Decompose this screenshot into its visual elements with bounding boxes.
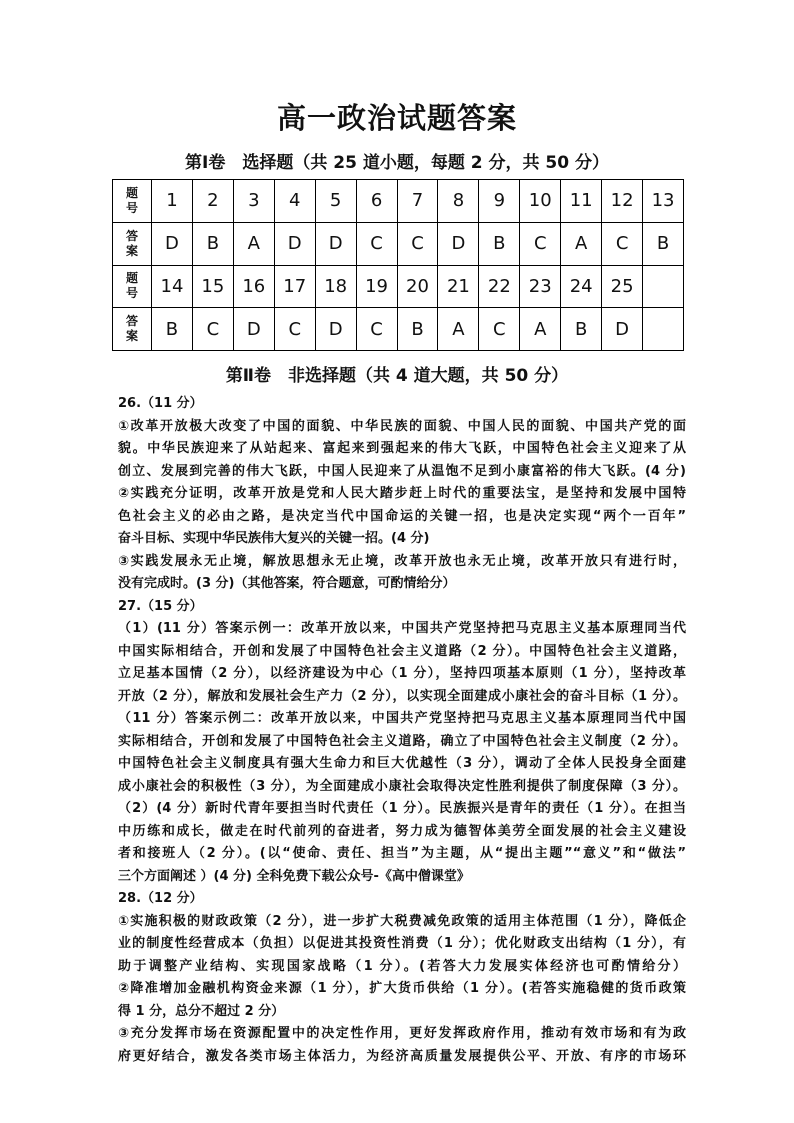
table-cell: A [233,222,274,265]
table-cell: A [520,308,561,351]
table-cell: 10 [520,180,561,223]
table-cell: C [274,308,315,351]
table-cell: C [356,308,397,351]
text-line: 没有完成时。(3 分)（其他答案，符合题意，可酌情给分） [118,576,456,591]
table-cell: B [152,308,193,351]
text-line: 开放（2 分），解放和发展社会生产力（2 分），以实现全面建成小康社会的奋斗目标（1 分）。 [118,688,686,704]
table-cell: D [315,222,356,265]
answer-table [112,179,684,351]
table-row [113,308,684,351]
table-cell: 6 [356,180,397,223]
table-cell: 20 [397,265,438,308]
text-line: 成小康社会的积极性（3 分），为全面建成小康社会取得决定性胜利提供了制度保障（3 分）。 [118,778,686,794]
text-line: 助于调整产业结构、实现国家战略（1 分）。(若答大力发展实体经济也可酌情给分） [118,958,686,974]
table-cell: C [520,222,561,265]
table-cell: C [397,222,438,265]
table-cell: 2 [192,180,233,223]
table-cell: 5 [315,180,356,223]
text-line: ①改革开放极大改变了中国的面貌、中华民族的面貌、中国人民的面貌、中国共产党的面 [118,418,686,434]
table-cell: C [479,308,520,351]
table-cell: 17 [274,265,315,308]
text-line: 奋斗目标、实现中华民族伟大复兴的关键一招。(4 分) [118,531,430,546]
text-line: ②降准增加金融机构资金来源（1 分），扩大货币供给（1 分）。(若答实施稳健的货币政策 [118,981,686,996]
table-cell: 25 [602,265,643,308]
text-line: 中国特色社会主义制度具有强大生命力和巨大优越性（3 分），调动了全体人民投身全面建 [118,756,686,771]
text-line: 者和接班人（2 分）。(以“使命、责任、担当”为主题，从“提出主题”“意义”和“做法” [118,846,686,861]
text-line: 立足基本国情（2 分），以经济建设为中心（1 分），坚持四项基本原则（1 分），坚持改革 [118,666,686,681]
table-cell: D [274,222,315,265]
table-cell: 11 [561,180,602,223]
text-line: （11 分）答案示例二：改革开放以来，中国共产党坚持把马克思主义基本原理同当代中国 [118,711,686,726]
table-cell: B [561,308,602,351]
table-cell: B [397,308,438,351]
table-cell: 12 [602,180,643,223]
table-cell: D [315,308,356,351]
table-cell: B [479,222,520,265]
table-cell: 16 [233,265,274,308]
table-row [113,180,684,223]
row-header: 答案 [113,222,152,265]
text-line: 中历练和成长，做走在时代前列的奋进者，努力成为德智体美劳全面发展的社会主义建设 [118,823,686,839]
section-1-heading: 第Ⅰ卷 选择题（共 25 道小题，每题 2 分，共 50 分） [185,153,609,173]
table-cell: 23 [520,265,561,308]
table-cell: 13 [643,180,684,223]
table-cell: B [192,222,233,265]
text-line: 三个方面阐述 ）(4 分) 全科免费下载公众号-《高中僧课堂》 [118,868,470,884]
text-line: （1）(11 分）答案示例一：改革开放以来，中国共产党坚持把马克思主义基本原理同当代 [118,621,686,636]
table-cell: 3 [233,180,274,223]
question-heading: 28.（12 分） [118,891,203,906]
table-cell: C [602,222,643,265]
text-line: 府更好结合，激发各类市场主体活力，为经济高质量发展提供公平、开放、有序的市场环 [118,1048,686,1064]
text-line: 业的制度性经营成本（负担）以促进其投资性消费（1 分）；优化财政支出结构（1 分），有 [118,936,686,951]
table-cell: 21 [438,265,479,308]
text-line: ①实施积极的财政政策（2 分），进一步扩大税费减免政策的适用主体范围（1 分），降低企 [118,913,686,929]
text-line: 得 1 分，总分不超过 2 分） [118,1003,285,1019]
table-cell: C [356,222,397,265]
table-cell [643,308,684,351]
text-line: ③充分发挥市场在资源配置中的决定性作用，更好发挥政府作用，推动有效市场和有为政 [118,1026,686,1041]
table-cell: 15 [192,265,233,308]
table-cell: D [602,308,643,351]
text-line: ③实践发展永无止境，解放思想永无止境，改革开放也永无止境，改革开放只有进行时， [118,553,686,569]
table-cell: B [643,222,684,265]
table-cell: D [233,308,274,351]
table-cell: 1 [152,180,193,223]
table-row [113,265,684,308]
page-title: 高一政治试题答案 [276,101,517,135]
row-header: 答案 [113,308,152,351]
table-cell [643,265,684,308]
text-line: 色社会主义的必由之路，是决定当代中国命运的关键一招，也是决定实现“两个一百年” [118,508,686,524]
text-line: 貌。中华民族迎来了从站起来、富起来到强起来的伟大飞跃，中国特色社会主义迎来了从 [118,441,686,456]
text-line: 实际相结合，开创和发展了中国特色社会主义道路，确立了中国特色社会主义制度（2 分）。 [118,733,686,749]
table-cell: 24 [561,265,602,308]
text-line: （2）(4 分）新时代青年要担当时代责任（1 分）。民族振兴是青年的责任（1 分）。在担当 [118,801,686,816]
table-cell: 19 [356,265,397,308]
question-heading: 27.（15 分） [118,598,203,614]
text-line: 创立、发展到完善的伟大飞跃，中国人民迎来了从温饱不足到小康富裕的伟大飞跃。(4 分) [118,463,686,479]
text-line: ②实践充分证明，改革开放是党和人民大踏步赶上时代的重要法宝，是坚持和发展中国特 [118,486,686,501]
section-2-heading: 第Ⅱ卷 非选择题（共 4 道大题，共 50 分） [225,366,569,386]
table-cell: 4 [274,180,315,223]
table-cell: A [438,308,479,351]
row-header: 题号 [113,180,152,223]
table-cell: 18 [315,265,356,308]
text-line: 中国实际相结合，开创和发展了中国特色社会主义道路（2 分）。中国特色社会主义道路， [118,643,686,659]
row-header: 题号 [113,265,152,308]
table-cell: 9 [479,180,520,223]
table-cell: 14 [152,265,193,308]
table-cell: D [152,222,193,265]
table-cell: 7 [397,180,438,223]
answer-body [118,393,686,1068]
table-cell: C [192,308,233,351]
table-cell: 22 [479,265,520,308]
table-cell: D [438,222,479,265]
table-cell: 8 [438,180,479,223]
table-row [113,222,684,265]
table-cell: A [561,222,602,265]
question-heading: 26.（11 分） [118,396,203,411]
